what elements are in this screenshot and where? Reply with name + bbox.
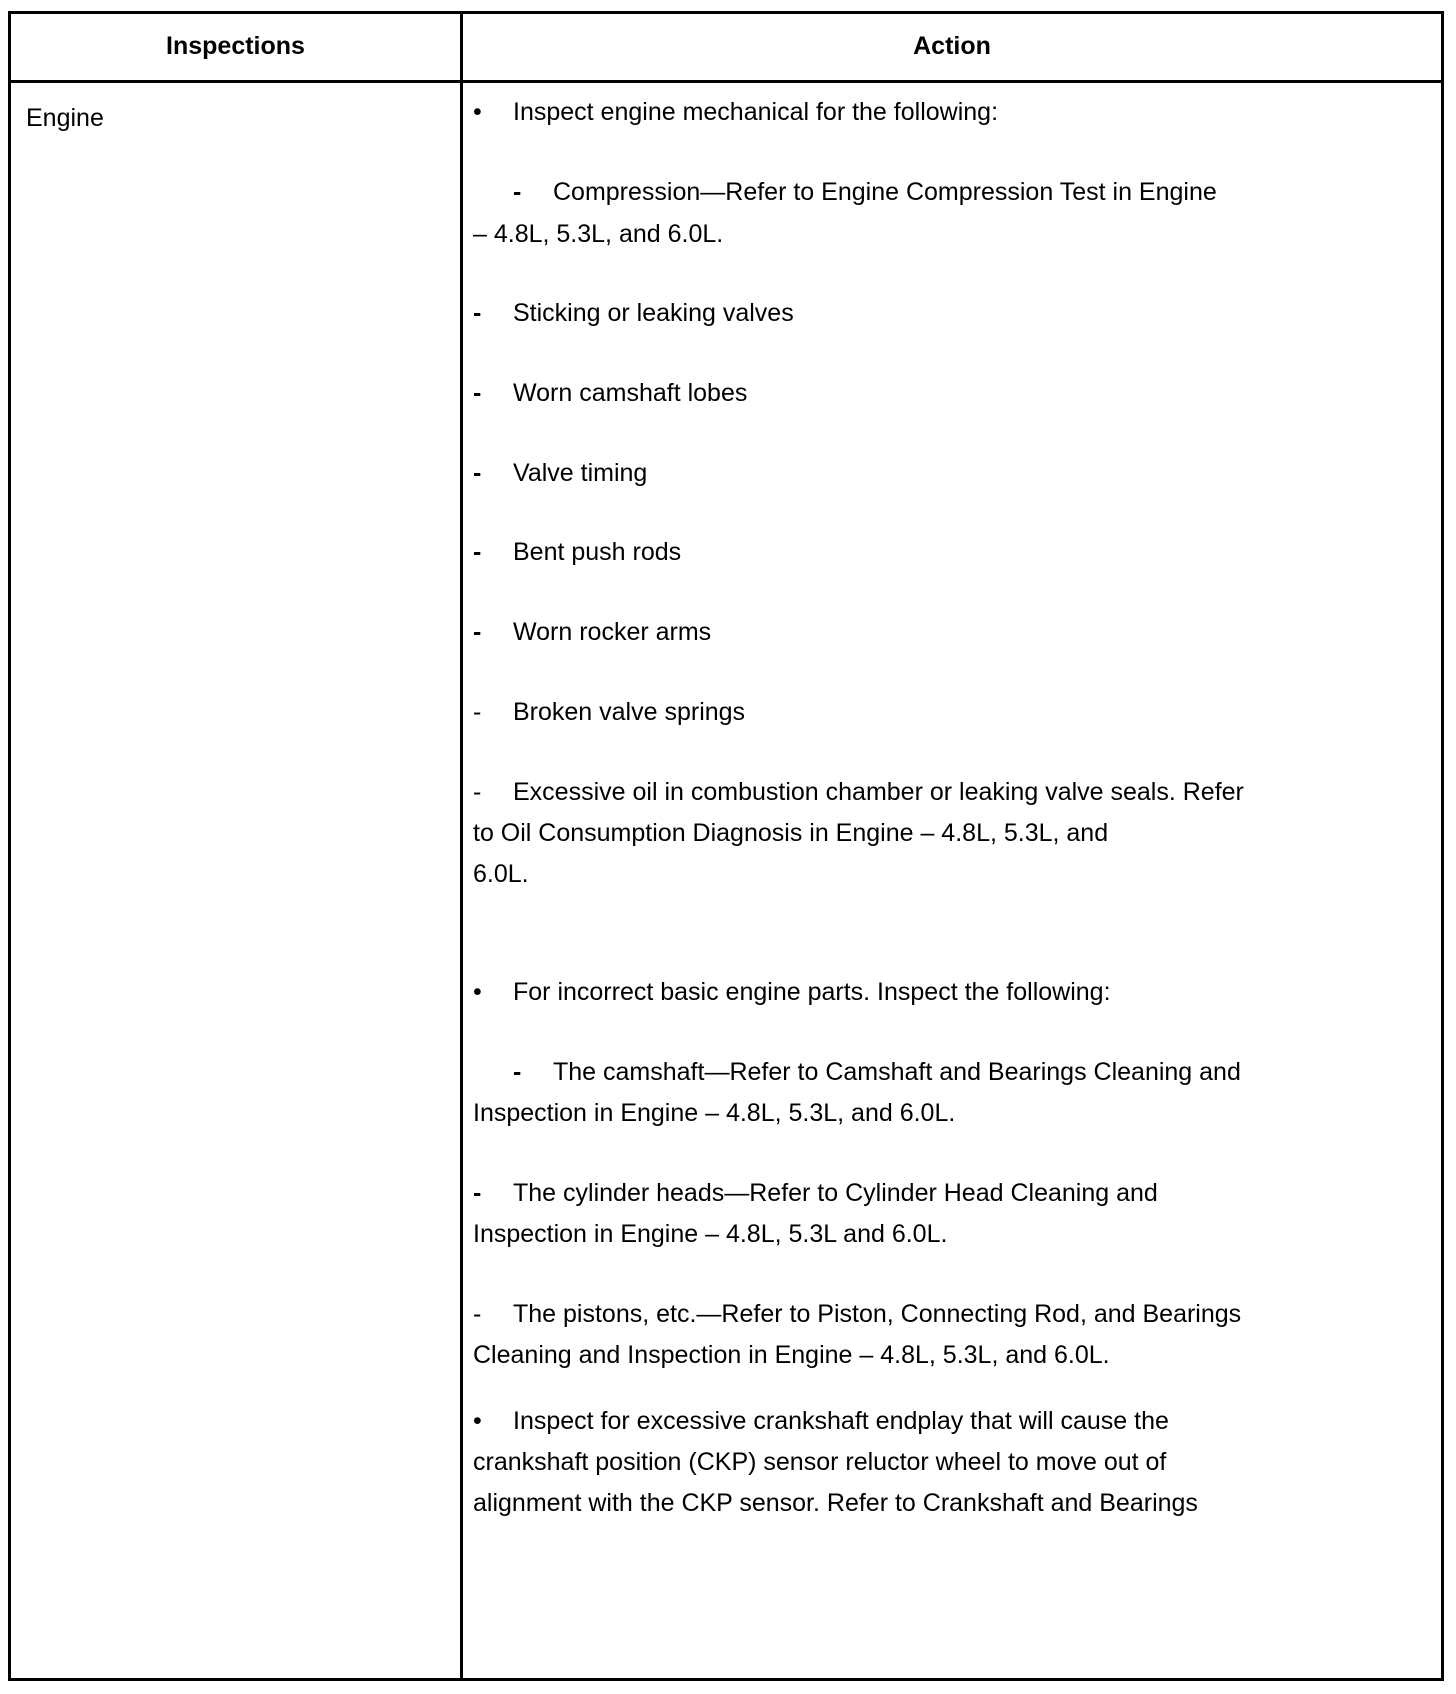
sub-item-push-rods — [473, 530, 681, 574]
sub-item-excessive-oil — [473, 770, 1244, 814]
bullet-continuation: crankshaft position (CKP) sensor reluctor wheel to move out of — [473, 1448, 1167, 1476]
sub-item-continuation: to Oil Consumption Diagnosis in Engine – 4.8L, 5.3L, and — [473, 819, 1109, 847]
dash-marker: - — [473, 1300, 482, 1328]
sub-item-continuation: Inspection in Engine – 4.8L, 5.3L, and 6.0L. — [473, 1099, 956, 1127]
dash-marker: - — [473, 1179, 482, 1207]
sub-item-continuation: – 4.8L, 5.3L, and 6.0L. — [473, 220, 724, 248]
bullet-continuation: alignment with the CKP sensor. Refer to Crankshaft and Bearings — [473, 1489, 1198, 1517]
dash-marker: - — [513, 1058, 522, 1086]
sub-item-text: Broken valve springs — [513, 698, 746, 726]
sub-item-text: Bent push rods — [513, 538, 682, 566]
header-action: Action — [913, 32, 991, 60]
inspection-cell-engine: Engine — [26, 104, 104, 132]
sub-item-camshaft — [473, 1050, 1241, 1094]
bullet-text: For incorrect basic engine parts. Inspect the following: — [513, 978, 1111, 1006]
bullet-marker: • — [473, 978, 482, 1006]
sub-item-text: Compression—Refer to Engine Compression Test in Engine — [553, 178, 1217, 206]
sub-item-text: Excessive oil in combustion chamber or leaking valve seals. Refer — [513, 778, 1244, 806]
sub-item-continuation: Cleaning and Inspection in Engine – 4.8L, 5.3L, and 6.0L. — [473, 1341, 1110, 1369]
sub-item-continuation: Inspection in Engine – 4.8L, 5.3L and 6.0L. — [473, 1220, 948, 1248]
dash-marker: - — [473, 538, 482, 566]
bullet-text: Inspect for excessive crankshaft endplay that will cause the — [513, 1407, 1169, 1435]
dash-marker: - — [513, 178, 522, 206]
dash-marker: - — [473, 459, 482, 487]
dash-marker: - — [473, 379, 482, 407]
sub-item-sticking — [473, 291, 794, 335]
sub-item-continuation: 6.0L. — [473, 860, 529, 888]
sub-item-pistons — [473, 1292, 1241, 1336]
bullet-item — [473, 970, 1111, 1014]
header-divider — [11, 80, 1441, 83]
inspection-table — [8, 11, 1444, 1681]
sub-item-text: Valve timing — [513, 459, 648, 487]
sub-item-text: The cylinder heads—Refer to Cylinder Head Cleaning and — [513, 1179, 1158, 1207]
bullet-marker: • — [473, 98, 482, 126]
header-inspections: Inspections — [166, 32, 305, 60]
sub-item-text: Sticking or leaking valves — [513, 299, 794, 327]
sub-item-text: The pistons, etc.—Refer to Piston, Connecting Rod, and Bearings — [513, 1300, 1242, 1328]
sub-item-valve-timing — [473, 451, 647, 495]
bullet-item — [473, 1399, 1169, 1443]
sub-item-cylinder-heads — [473, 1171, 1158, 1215]
dash-marker: - — [473, 618, 482, 646]
sub-item-text: Worn rocker arms — [513, 618, 712, 646]
sub-item-text: Worn camshaft lobes — [513, 379, 748, 407]
bullet-item — [473, 90, 998, 134]
dash-marker: - — [473, 299, 482, 327]
sub-item-compression — [473, 170, 1217, 214]
column-divider — [460, 14, 463, 1678]
sub-item-camshaft-lobes — [473, 371, 747, 415]
sub-item-valve-springs — [473, 690, 745, 734]
sub-item-rocker-arms — [473, 610, 711, 654]
dash-marker: - — [473, 698, 482, 726]
bullet-text: Inspect engine mechanical for the following: — [513, 98, 999, 126]
bullet-marker: • — [473, 1407, 482, 1435]
dash-marker: - — [473, 778, 482, 806]
sub-item-text: The camshaft—Refer to Camshaft and Bearings Cleaning and — [553, 1058, 1241, 1086]
